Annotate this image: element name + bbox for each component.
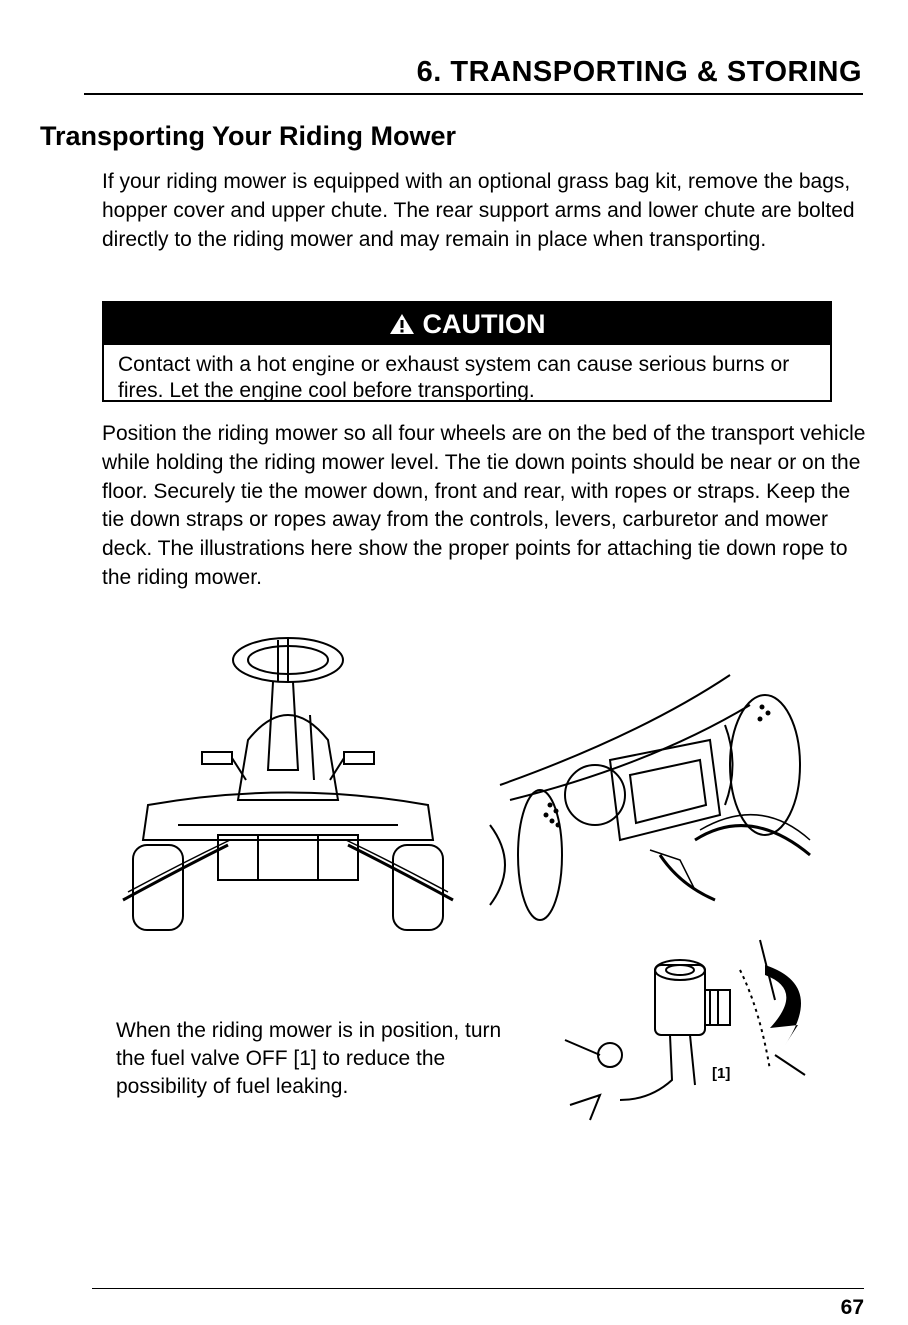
intro-paragraph: If your riding mower is equipped with an optional grass bag kit, remove the bags, hopper cover and upper chute. The rear support arms and lower chute are bolted directly to the riding mower and may remain in place when transporting. [102,170,855,251]
off-arrow-icon [765,965,801,1045]
section-title: 6. TRANSPORTING & STORING [416,56,862,88]
position-paragraph: Position the riding mower so all four wheels are on the bed of the transport vehicle while holding the riding mower level. The tie down points should be near or on the floor. Securely tie the mower down, front and rear, with ropes or straps. Keep the tie down straps or ropes away from the controls, levers, carburetor and mower deck. The illustrations here show the proper points for attaching tie down rope to the riding mower. [102,422,866,589]
page-number: 67 [840,1296,864,1319]
caution-box [102,301,832,402]
caution-title: CAUTION [422,308,546,339]
valve-label: [1] [712,1065,731,1082]
footer-rule [92,1288,864,1289]
rear-tie-down-illustration [480,665,820,930]
caution-banner [104,303,830,345]
page-heading: Transporting Your Riding Mower [40,121,457,151]
fuel-valve-illustration [560,930,830,1130]
header-rule [84,93,863,95]
fuel-valve-paragraph: When the riding mower is in position, turn the fuel valve OFF [1] to reduce the possibility of fuel leaking. [116,1019,502,1098]
front-tie-down-illustration [118,630,458,945]
warning-triangle-icon [389,312,415,336]
caution-text: Contact with a hot engine or exhaust system can cause serious burns or fires. Let the engine cool before transporting. [118,353,790,402]
